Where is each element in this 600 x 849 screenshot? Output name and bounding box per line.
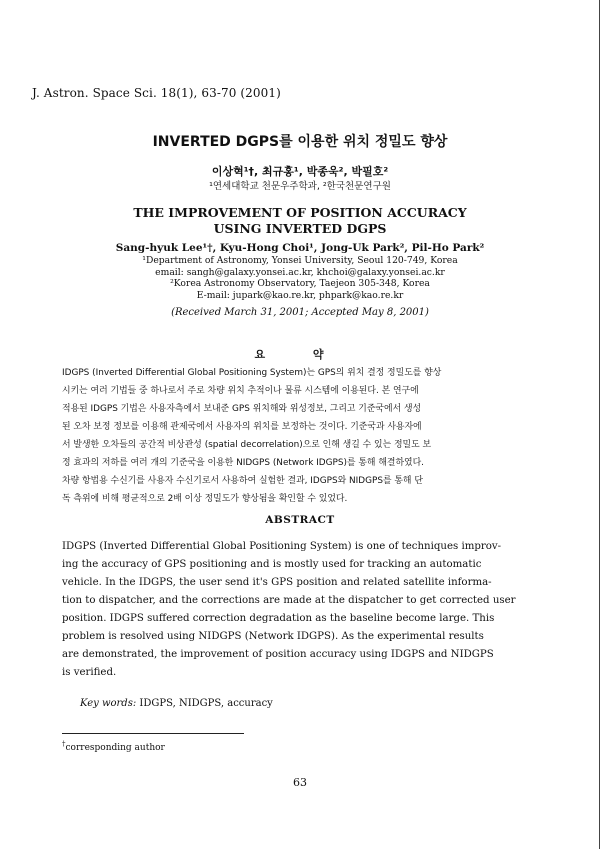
abstract-line: problem is resolved using NIDGPS (Network IDGPS). As the experimental results <box>62 631 484 642</box>
korean-affiliation: ¹연세대학교 천문우주학과, ²한국천문연구원 <box>209 181 391 192</box>
keywords-list: IDGPS, NIDGPS, accuracy <box>139 698 273 709</box>
english-title <box>0 205 600 237</box>
abstract-line: is verified. <box>62 667 117 678</box>
korean-title: INVERTED DGPS를 이용한 위치 정밀도 향상 <box>152 134 448 150</box>
english-abstract <box>62 538 538 682</box>
footnote-text: corresponding author <box>65 743 165 753</box>
affiliation-line: ¹Department of Astronomy, Yonsei University, Seoul 120-749, Korea <box>142 255 458 266</box>
footnote <box>62 740 165 753</box>
page-number: 63 <box>293 776 307 789</box>
english-title-line-2: USING INVERTED DGPS <box>213 221 387 236</box>
abstract-line: 독 측위에 비해 평균적으로 2배 이상 정밀도가 향상됨을 확인할 수 있었다. <box>62 494 348 504</box>
english-title-line-1: THE IMPROVEMENT OF POSITION ACCURACY <box>133 205 467 220</box>
abstract-line: 시키는 여러 기법들 중 하나로서 주로 차량 위치 추적이나 물류 시스템에 이용된다. 본 연구에 <box>62 386 419 396</box>
keywords-label: Key words: <box>80 698 137 709</box>
affiliation-line: email: sangh@galaxy.yonsei.ac.kr, khchoi@galaxy.yonsei.ac.kr <box>155 266 445 278</box>
keywords <box>80 698 273 709</box>
received-date: (Received March 31, 2001; Accepted May 8, 2001) <box>171 307 429 318</box>
abstract-line: 된 오차 보정 정보를 이용해 관제국에서 사용자의 위치를 보정하는 것이다. 기준국과 사용자에 <box>62 422 422 432</box>
abstract-line: IDGPS (Inverted Differential Global Positioning System)는 GPS의 위치 결정 정밀도를 향상 <box>62 368 442 378</box>
english-abstract-heading: ABSTRACT <box>265 514 335 526</box>
affiliation-line: E-mail: jupark@kao.re.kr, phpark@kao.re.kr <box>196 289 404 301</box>
abstract-line: 차량 항법용 수신기를 사용자 수신기로서 사용하여 실험한 결과, IDGPS와 NIDGPS를 통해 단 <box>62 476 423 486</box>
english-authors: Sang-hyuk Lee¹†, Kyu-Hong Choi¹, Jong-Uk Park², Pil-Ho Park² <box>115 242 485 254</box>
abstract-line: IDGPS (Inverted Differential Global Positioning System) is one of techniques improv- <box>62 541 502 552</box>
abstract-line: 정 효과의 저하를 여러 개의 기준국을 이용한 NIDGPS (Network IDGPS)를 통해 해결하였다. <box>62 458 425 468</box>
affiliation-line: ²Korea Astronomy Observatory, Taejeon 305-348, Korea <box>170 278 430 289</box>
footnote-divider <box>62 733 244 734</box>
journal-citation: J. Astron. Space Sci. 18(1), 63-70 (2001) <box>32 86 281 100</box>
abstract-line: ing the accuracy of GPS positioning and is mostly used for tracking an automatic <box>62 559 482 570</box>
abstract-line: tion to dispatcher, and the corrections are made at the dispatcher to get corrected user <box>62 595 516 606</box>
abstract-line: 서 발생한 오차들의 공간적 비상관성 (spatial decorrelation)으로 인해 생길 수 있는 정밀도 보 <box>62 440 432 450</box>
abstract-line: 적용된 IDGPS 기법은 사용자측에서 보내준 GPS 위치해와 위성정보, 그리고 기준국에서 생성 <box>62 404 422 414</box>
english-affiliation <box>0 255 600 301</box>
korean-abstract-heading: 요 약 <box>254 348 346 361</box>
abstract-line: vehicle. In the IDGPS, the user send it's GPS position and related satellite informa- <box>62 577 492 588</box>
korean-authors: 이상혁¹†, 최규홍¹, 박종욱², 박필호² <box>211 165 389 178</box>
abstract-line: are demonstrated, the improvement of position accuracy using IDGPS and NIDGPS <box>62 649 494 660</box>
abstract-line: position. IDGPS suffered correction degradation as the baseline become large. This <box>62 613 495 624</box>
footnote-mark: † <box>62 740 66 748</box>
korean-abstract <box>62 364 538 508</box>
